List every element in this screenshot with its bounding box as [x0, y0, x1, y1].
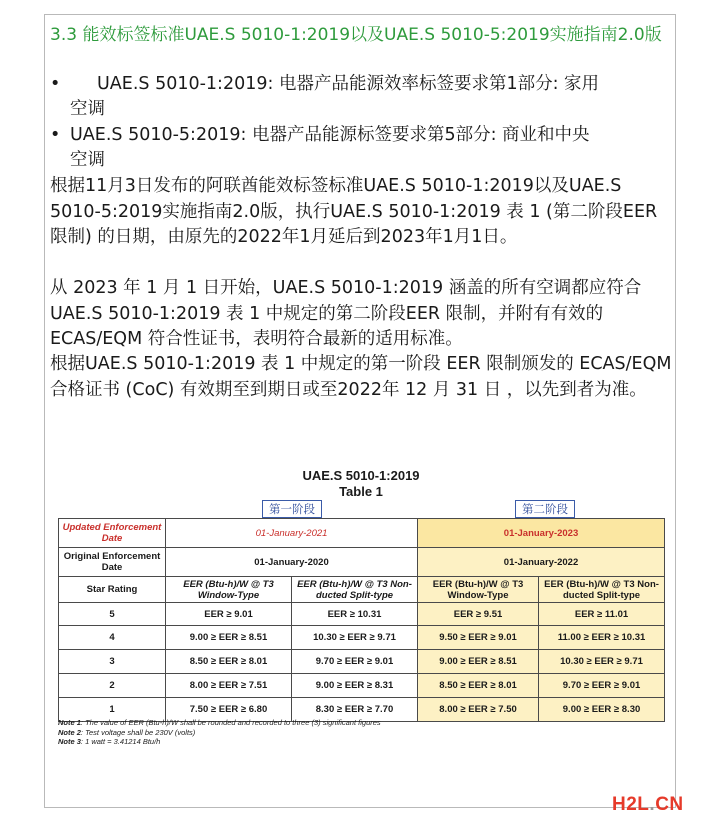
table-cell: 10.30 ≥ EER ≥ 9.71: [292, 626, 418, 650]
table-cell: 10.30 ≥ EER ≥ 9.71: [539, 650, 665, 674]
table-cell: 9.50 ≥ EER ≥ 9.01: [418, 626, 539, 650]
column-header: EER (Btu-h)/W @ T3 Non-ducted Split-type: [292, 577, 418, 603]
bullet-line: UAE.S 5010-5:2019: 电器产品能源标签要求第5部分: 商业和中央: [70, 125, 590, 145]
note-line: [58, 728, 478, 738]
note-label: Note 3: [58, 737, 81, 746]
column-header: EER (Btu-h)/W @ T3 Window-Type: [166, 577, 292, 603]
section-heading: 3.3 能效标签标准UAE.S 5010-1:2019以及UAE.S 5010-5:2019实施指南2.0版: [50, 25, 662, 45]
table-title: UAE.S 5010-1:2019: [302, 468, 420, 483]
table-cell: 9.00 ≥ EER ≥ 8.51: [418, 650, 539, 674]
bullet-marker: •: [50, 74, 61, 94]
table-cell: 8.30 ≥ EER ≥ 7.70: [292, 698, 418, 722]
eer-table: [58, 518, 665, 722]
table-row: [59, 626, 665, 650]
table-notes: [58, 718, 478, 747]
table-cell: 7.50 ≥ EER ≥ 6.80: [166, 698, 292, 722]
table-cell: 2: [59, 674, 166, 698]
bullet-marker: •: [50, 125, 61, 145]
table-cell: 9.00 ≥ EER ≥ 8.30: [539, 698, 665, 722]
table-cell: EER ≥ 9.51: [418, 603, 539, 626]
table-cell: 9.00 ≥ EER ≥ 8.31: [292, 674, 418, 698]
watermark-logo: [612, 794, 684, 816]
note-label: Note 2: [58, 727, 81, 737]
original-date-stage1: 01-January-2020: [166, 548, 418, 577]
bullet-text: [70, 72, 666, 122]
table-cell: 8.50 ≥ EER ≥ 8.01: [166, 650, 292, 674]
stage1-label: 第一阶段: [262, 500, 322, 518]
watermark-dot: .: [649, 794, 656, 815]
bullet-text: [70, 123, 666, 173]
table-cell: 3: [59, 650, 166, 674]
bullet-line: 空调: [70, 99, 105, 119]
table-row: [59, 674, 665, 698]
table-cell: 5: [59, 603, 166, 626]
original-date-label: Original Enforcement Date: [59, 548, 166, 577]
star-rating-header: Star Rating: [59, 577, 166, 603]
table-row: [59, 548, 665, 577]
updated-date-label: Updated Enforcement Date: [59, 519, 166, 548]
table-cell: 8.50 ≥ EER ≥ 8.01: [418, 674, 539, 698]
table-cell: 9.00 ≥ EER ≥ 8.51: [166, 626, 292, 650]
bullet-line: UAE.S 5010-1:2019: 电器产品能源效率标签要求第1部分: 家用: [97, 74, 600, 94]
table-cell: 8.00 ≥ EER ≥ 7.51: [166, 674, 292, 698]
table-row: [59, 519, 665, 548]
table-cell: 4: [59, 626, 166, 650]
table-cell: EER ≥ 9.01: [166, 603, 292, 626]
watermark-right: CN: [655, 794, 684, 815]
table-cell: 11.00 ≥ EER ≥ 10.31: [539, 626, 665, 650]
watermark-left: H2L: [612, 794, 650, 815]
note-label: Note 1: [58, 718, 81, 727]
table-row: [59, 603, 665, 626]
table-cell: 9.70 ≥ EER ≥ 9.01: [539, 674, 665, 698]
note-line: [58, 737, 478, 747]
stage2-label: 第二阶段: [515, 500, 575, 518]
paragraph: 根据UAE.S 5010-1:2019 表 1 中规定的第一阶段 EER 限制颁发的 ECAS/EQM 合格证书 (CoC) 有效期至到期日或至2022年 12 月 31 日 ，以先到者为准。: [50, 354, 672, 400]
table-cell: EER ≥ 11.01: [539, 603, 665, 626]
table-cell: 9.70 ≥ EER ≥ 9.01: [292, 650, 418, 674]
note-text: : Test voltage shall be 230V (volts): [80, 727, 196, 737]
table-subtitle: Table 1: [339, 484, 383, 499]
table-row: [59, 650, 665, 674]
original-date-stage2: 01-January-2022: [418, 548, 665, 577]
paragraph: 从 2023 年 1 月 1 日开始，UAE.S 5010-1:2019 涵盖的所有空调都应符合UAE.S 5010-1:2019 表 1 中规定的第二阶段EER 限制，并附有有效的 ECAS/EQM 符合性证书，表明符合最新的适用标准。: [50, 278, 642, 349]
column-header: EER (Btu-h)/W @ T3 Window-Type: [418, 577, 539, 603]
note-text: : 1 watt = 3.41214 Btu/h: [80, 737, 161, 746]
table-cell: 1: [59, 698, 166, 722]
table-cell: EER ≥ 10.31: [292, 603, 418, 626]
column-header: EER (Btu-h)/W @ T3 Non-ducted Split-type: [539, 577, 665, 603]
table-cell: 8.00 ≥ EER ≥ 7.50: [418, 698, 539, 722]
updated-date-stage1: 01-January-2021: [166, 519, 418, 548]
bullet-line: 空调: [70, 150, 105, 170]
note-line: [58, 718, 478, 728]
note-text: : The value of EER (Btu-h)/W shall be rounded and recorded to three (3) significant figures: [80, 718, 381, 727]
table-header-row: [59, 577, 665, 603]
paragraph: 根据11月3日发布的阿联酋能效标签标准UAE.S 5010-1:2019以及UAE.S 5010-5:2019实施指南2.0版，执行UAE.S 5010-1:2019 表 1 (第二阶段EER限制) 的日期，由原先的2022年1月延后到2023年1月1日。: [50, 176, 658, 247]
updated-date-stage2: 01-January-2023: [418, 519, 665, 548]
